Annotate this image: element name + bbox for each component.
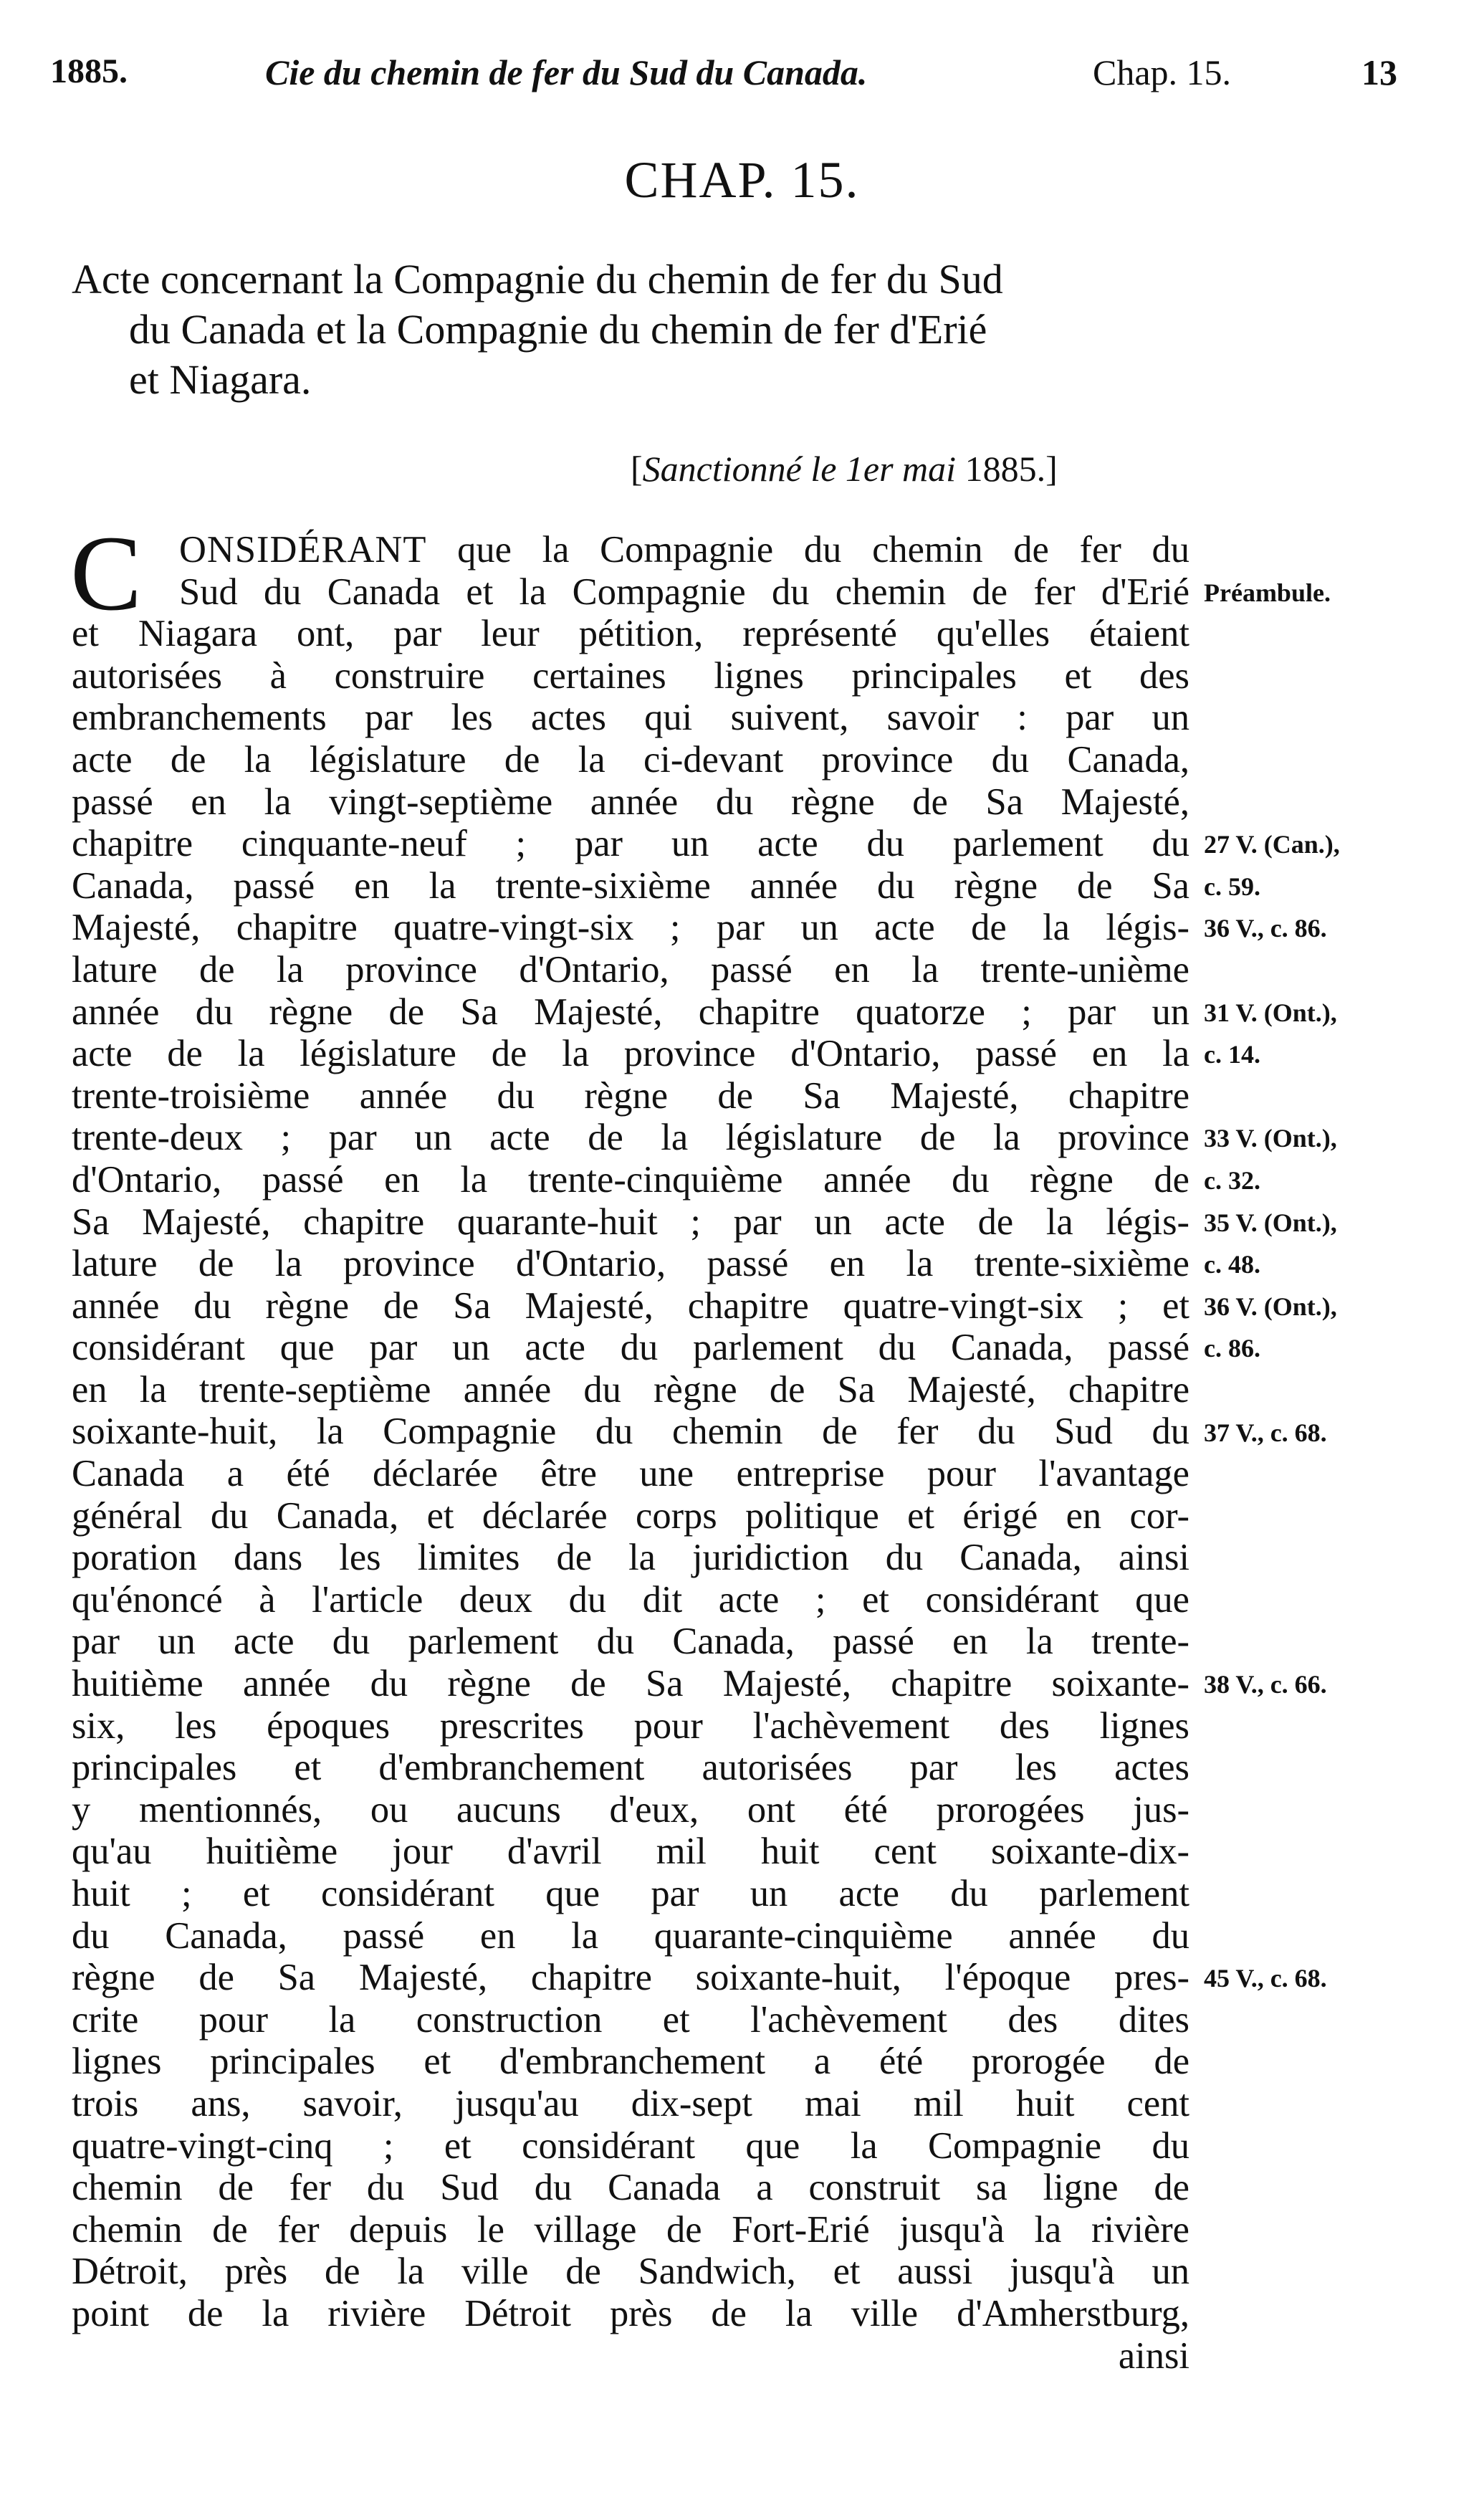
body-line: point de la rivière Détroit près de la ville d'Amherstburg, <box>72 2292 1189 2334</box>
body-line: qu'énoncé à l'article deux du dit acte ; et considérant que <box>72 1578 1189 1621</box>
body-line: chapitre cinquante-neuf ; par un acte du parlement du <box>72 823 1189 865</box>
body-line: autorisées à construire certaines lignes principales et des <box>72 654 1189 697</box>
act-title-line: du Canada et la Compagnie du chemin de fer d'Erié <box>129 306 987 353</box>
body-line: poration dans les limites de la juridiction du Canada, ainsi <box>72 1537 1189 1579</box>
body-line: huit ; et considérant que par un acte du parlement <box>72 1873 1189 1914</box>
margin-note: 38 V., c. 66. <box>1204 1670 1327 1699</box>
act-title <box>72 254 1218 405</box>
body-line: Sud du Canada et la Compagnie du chemin de fer d'Erié <box>179 571 1189 613</box>
margin-note: c. 86. <box>1204 1334 1260 1363</box>
margin-note: 45 V., c. 68. <box>1204 1964 1327 1993</box>
body-line: ainsi <box>1118 2334 1189 2377</box>
body-line: trente-deux ; par un acte de la législature de la province <box>72 1117 1189 1159</box>
body-line: par un acte du parlement du Canada, passé en la trente- <box>72 1621 1189 1663</box>
body-line: chemin de fer depuis le village de Fort-Erié jusqu'à la rivière <box>72 2208 1189 2251</box>
body-line: en la trente-septième année du règne de Sa Majesté, chapitre <box>72 1368 1189 1411</box>
body-line: Canada, passé en la trente-sixième année du règne de Sa <box>72 864 1189 907</box>
sanction-year: 1885. <box>964 449 1046 489</box>
margin-note: 27 V. (Can.), <box>1204 830 1340 859</box>
header-running-title: Cie du chemin de fer du Sud du Canada. <box>265 52 868 92</box>
body-line: général du Canada, et déclarée corps politique et érigé en cor- <box>72 1494 1189 1537</box>
body-line: lature de la province d'Ontario, passé en la trente-sixième <box>72 1243 1189 1285</box>
body-line: embranchements par les actes qui suivent, savoir : par un <box>72 697 1189 739</box>
header-year: 1885. <box>50 52 128 90</box>
header-chapter: Chap. 15. <box>1093 52 1232 92</box>
body-line: soixante-huit, la Compagnie du chemin de fer du Sud du <box>72 1411 1189 1453</box>
page-number: 13 <box>1361 52 1397 92</box>
body-line: année du règne de Sa Majesté, chapitre quatorze ; par un <box>72 991 1189 1033</box>
body-line: chemin de fer du Sud du Canada a construit sa ligne de <box>72 2167 1189 2209</box>
margin-note: 31 V. (Ont.), <box>1204 998 1337 1027</box>
body-line: crite pour la construction et l'achèvement des dites <box>72 1998 1189 2041</box>
body-line: lignes principales et d'embranchement a été prorogée de <box>72 2041 1189 2083</box>
first-line-rest: que la Compagnie du chemin de fer du <box>457 529 1189 571</box>
chapter-heading: CHAP. 15. <box>624 151 860 209</box>
body-line: Sa Majesté, chapitre quarante-huit ; par un acte de la légis- <box>72 1201 1189 1243</box>
sanction-date: [Sanctionné le 1er mai 1885.] <box>631 449 1058 489</box>
body-line: règne de Sa Majesté, chapitre soixante-huit, l'époque pres- <box>72 1957 1189 1999</box>
body-line: quatre-vingt-cinq ; et considérant que la Compagnie du <box>72 2124 1189 2167</box>
body-line: six, les époques prescrites pour l'achèvement des lignes <box>72 1704 1189 1747</box>
margin-note: 36 V. (Ont.), <box>1204 1292 1337 1321</box>
running-header <box>50 52 1397 102</box>
margin-note: Préambule. <box>1204 578 1331 607</box>
margin-note: c. 32. <box>1204 1166 1260 1195</box>
margin-note: 37 V., c. 68. <box>1204 1418 1327 1447</box>
margin-note: c. 59. <box>1204 872 1260 901</box>
margin-note: 33 V. (Ont.), <box>1204 1124 1337 1153</box>
margin-note: 35 V. (Ont.), <box>1204 1208 1337 1237</box>
act-title-line: et Niagara. <box>129 356 312 403</box>
body-line: trois ans, savoir, jusqu'au dix-sept mai mil huit cent <box>72 2082 1189 2124</box>
body-line: du Canada, passé en la quarante-cinquième année du <box>72 1914 1189 1957</box>
body-line: d'Ontario, passé en la trente-cinquième année du règne de <box>72 1158 1189 1201</box>
body-line: qu'au huitième jour d'avril mil huit cent soixante-dix- <box>72 1831 1189 1873</box>
body-line: passé en la vingt-septième année du règne de Sa Majesté, <box>72 781 1189 823</box>
margin-note: 36 V., c. 86. <box>1204 914 1327 943</box>
body-line: considérant que par un acte du parlement du Canada, passé <box>72 1327 1189 1369</box>
body-line: Majesté, chapitre quatre-vingt-six ; par un acte de la légis- <box>72 907 1189 949</box>
body-line: Détroit, près de la ville de Sandwich, et aussi jusqu'à un <box>72 2251 1189 2293</box>
act-title-line: Acte concernant la Compagnie du chemin de fer du Sud <box>72 256 1003 302</box>
body-line: y mentionnés, ou aucuns d'eux, ont été prorogées jus- <box>72 1788 1189 1831</box>
body-line: et Niagara ont, par leur pétition, représenté qu'elles étaient <box>72 613 1189 655</box>
body-line <box>72 529 1189 571</box>
body-line: trente-troisième année du règne de Sa Majesté, chapitre <box>72 1074 1189 1117</box>
body-line: année du règne de Sa Majesté, chapitre quatre-vingt-six ; et <box>72 1284 1189 1327</box>
body-line: lature de la province d'Ontario, passé en la trente-unième <box>72 948 1189 991</box>
body-line: huitième année du règne de Sa Majesté, chapitre soixante- <box>72 1663 1189 1705</box>
body-line: acte de la législature de la ci-devant province du Canada, <box>72 738 1189 781</box>
body-line: acte de la législature de la province d'Ontario, passé en la <box>72 1033 1189 1075</box>
sanction-text: Sanctionné le 1er mai <box>642 449 957 489</box>
body-line: principales et d'embranchement autorisées par les actes <box>72 1747 1189 1789</box>
body-line: Canada a été déclarée être une entreprise pour l'avantage <box>72 1453 1189 1495</box>
margin-note: c. 14. <box>1204 1040 1260 1069</box>
margin-note: c. 48. <box>1204 1250 1260 1279</box>
first-word-caps: ONSIDÉRANT <box>179 529 427 571</box>
drop-cap: C <box>70 514 143 633</box>
preamble-text <box>70 514 1189 2377</box>
